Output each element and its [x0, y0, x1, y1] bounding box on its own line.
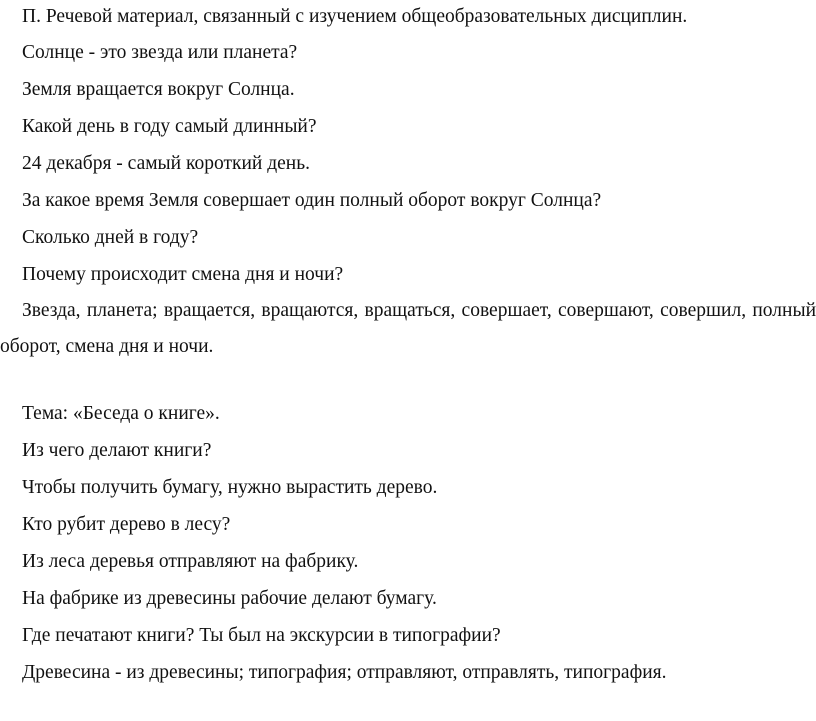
- text-line: Кто рубит дерево в лесу?: [22, 514, 231, 535]
- text-line: Древесина - из древесины; типография; отправляют, отправлять, типография.: [22, 662, 667, 683]
- text-line: Солнце - это звезда или планета?: [22, 42, 298, 63]
- text-line: Чтобы получить бумагу, нужно вырастить дерево.: [22, 477, 438, 498]
- text-line: На фабрике из древесины рабочие делают бумагу.: [22, 588, 437, 609]
- text-line: Сколько дней в году?: [22, 227, 199, 248]
- topic-title: Тема: «Беседа о книге».: [22, 403, 220, 424]
- paragraph-gap: [0, 365, 816, 395]
- text-line: За какое время Земля совершает один полный оборот вокруг Солнца?: [22, 190, 602, 211]
- text-line: 24 декабря - самый короткий день.: [22, 153, 310, 174]
- vocabulary-paragraph: Звезда, планета; вращается, вращаются, вращаться, совершает, совершают, совершил, полный оборот, смена дня и ночи.: [0, 300, 816, 357]
- text-line: Какой день в году самый длинный?: [22, 116, 317, 137]
- section-heading: П. Речевой материал, связанный с изучением общеобразовательных дисциплин.: [22, 6, 688, 27]
- text-line: Из леса деревья отправляют на фабрику.: [22, 551, 359, 572]
- text-line: Где печатают книги? Ты был на экскурсии в типографии?: [22, 625, 501, 646]
- text-line: Земля вращается вокруг Солнца.: [22, 79, 295, 100]
- text-line: Почему происходит смена дня и ночи?: [22, 264, 344, 285]
- text-line: Из чего делают книги?: [22, 440, 212, 461]
